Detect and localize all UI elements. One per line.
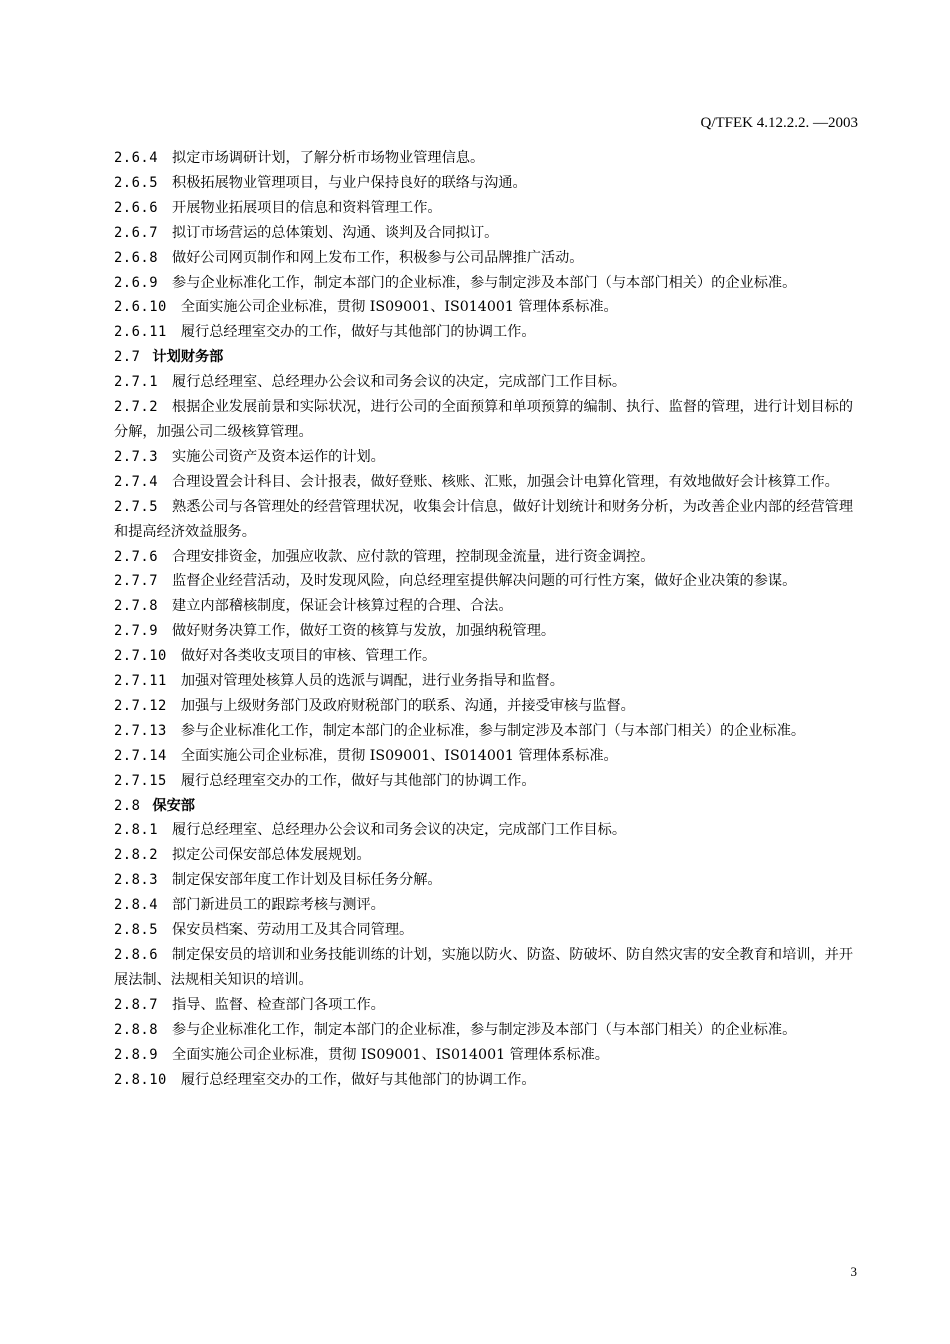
clause-item <box>114 769 859 794</box>
clause-number: 2.7.13 <box>114 722 167 739</box>
clause-text: 参与企业标准化工作，制定本部门的企业标准，参与制定涉及本部门（与本部门相关）的企业标准。 <box>172 1021 797 1038</box>
clause-text: 监督企业经营活动，及时发现风险，向总经理室提供解决问题的可行性方案，做好企业决策的参谋。 <box>172 573 797 590</box>
clause-number: 2.7.9 <box>114 623 159 640</box>
clause-item <box>114 893 859 918</box>
clause-number: 2.7.5 <box>114 498 159 515</box>
clause-item <box>114 196 859 221</box>
section-title: 保安部 <box>152 797 195 814</box>
clause-text: 拟定市场调研计划，了解分析市场物业管理信息。 <box>172 150 485 166</box>
clause-number: 2.7.10 <box>114 648 167 665</box>
clause-item <box>114 295 859 320</box>
clause-number: 2.6.5 <box>114 174 159 191</box>
clause-item <box>114 569 859 594</box>
clause-number: 2.6.7 <box>114 224 159 241</box>
clause-number: 2.8 <box>114 797 141 814</box>
clause-item <box>114 1018 859 1043</box>
clause-item <box>114 246 859 271</box>
clause-text: 全面实施公司企业标准，贯彻 IS09001、IS014001 管理体系标准。 <box>180 299 618 316</box>
clause-number: 2.7.15 <box>114 772 167 789</box>
clause-number: 2.6.11 <box>114 324 167 341</box>
clause-text: 加强对管理处核算人员的选派与调配，进行业务指导和监督。 <box>180 673 564 690</box>
clause-item <box>114 744 859 769</box>
clause-text: 实施公司资产及资本运作的计划。 <box>172 448 385 465</box>
clause-item <box>114 694 859 719</box>
clause-item <box>114 370 859 395</box>
clause-text: 履行总经理室交办的工作，做好与其他部门的协调工作。 <box>180 772 536 789</box>
clause-item <box>114 1043 859 1068</box>
clause-number: 2.6.9 <box>114 274 159 291</box>
section-title: 计划财务部 <box>152 349 224 366</box>
clause-item <box>114 395 859 445</box>
clause-number: 2.6.6 <box>114 199 159 216</box>
clause-item <box>114 943 859 993</box>
clause-number: 2.7.6 <box>114 548 159 565</box>
clause-item <box>114 146 859 171</box>
clause-item <box>114 669 859 694</box>
clause-text: 积极拓展物业管理项目，与业户保持良好的联络与沟通。 <box>172 174 527 191</box>
clause-item <box>114 619 859 644</box>
clause-item <box>114 993 859 1018</box>
clause-number: 2.7 <box>114 349 141 366</box>
clause-text: 建立内部稽核制度，保证会计核算过程的合理、合法。 <box>172 598 513 615</box>
clause-item <box>114 868 859 893</box>
clause-number: 2.8.6 <box>114 947 159 963</box>
clause-number: 2.8.3 <box>114 872 159 889</box>
clause-number: 2.8.5 <box>114 922 159 939</box>
clause-number: 2.8.7 <box>114 996 159 1013</box>
clause-number: 2.8.8 <box>114 1021 159 1038</box>
clause-item <box>114 495 859 545</box>
clause-text: 根据企业发展前景和实际状况，进行公司的全面预算和单项预算的编制、执行、监督的管理，进行计划目标的分解，加强公司二级核算管理。 <box>114 399 854 440</box>
clause-text: 全面实施公司企业标准，贯彻 IS09001、IS014001 管理体系标准。 <box>172 1046 609 1063</box>
clause-text: 制定保安部年度工作计划及目标任务分解。 <box>172 872 442 889</box>
clause-text: 合理安排资金，加强应收款、应付款的管理，控制现金流量，进行资金调控。 <box>172 548 655 565</box>
clause-item <box>114 644 859 669</box>
document-body <box>114 146 859 1092</box>
document-code-header: Q/TFEK 4.12.2.2. —2003 <box>700 115 858 131</box>
clause-number: 2.7.8 <box>114 598 159 615</box>
clause-text: 做好公司网页制作和网上发布工作，积极参与公司品牌推广活动。 <box>172 249 584 266</box>
clause-number: 2.8.4 <box>114 897 159 914</box>
clause-number: 2.7.2 <box>114 399 159 416</box>
clause-text: 参与企业标准化工作，制定本部门的企业标准，参与制定涉及本部门（与本部门相关）的企业标准。 <box>180 722 806 739</box>
clause-number: 2.7.4 <box>114 473 159 490</box>
clause-text: 部门新进员工的跟踪考核与测评。 <box>172 897 385 914</box>
clause-number: 2.8.9 <box>114 1046 159 1063</box>
clause-item <box>114 1068 859 1093</box>
clause-item <box>114 594 859 619</box>
clause-number: 2.7.7 <box>114 573 159 590</box>
clause-number: 2.6.10 <box>114 299 167 316</box>
clause-text: 履行总经理室、总经理办公会议和司务会议的决定，完成部门工作目标。 <box>172 374 627 391</box>
clause-text: 拟订市场营运的总体策划、沟通、谈判及合同拟订。 <box>172 224 499 241</box>
clause-item <box>114 271 859 296</box>
clause-text: 履行总经理室交办的工作，做好与其他部门的协调工作。 <box>180 1071 536 1088</box>
section-heading <box>114 794 859 819</box>
clause-number: 2.8.10 <box>114 1071 167 1088</box>
clause-item <box>114 918 859 943</box>
clause-text: 履行总经理室、总经理办公会议和司务会议的决定，完成部门工作目标。 <box>172 822 627 839</box>
clause-item <box>114 719 859 744</box>
page-number: 3 <box>850 1264 857 1279</box>
clause-item <box>114 445 859 470</box>
clause-number: 2.7.14 <box>114 747 167 764</box>
clause-item <box>114 545 859 570</box>
clause-text: 履行总经理室交办的工作，做好与其他部门的协调工作。 <box>180 324 536 341</box>
clause-text: 保安员档案、劳动用工及其合同管理。 <box>172 922 414 939</box>
clause-text: 参与企业标准化工作，制定本部门的企业标准，参与制定涉及本部门（与本部门相关）的企业标准。 <box>172 274 797 291</box>
clause-number: 2.7.1 <box>114 374 159 391</box>
clause-number: 2.7.11 <box>114 673 167 690</box>
clause-number: 2.8.1 <box>114 822 159 839</box>
clause-text: 开展物业拓展项目的信息和资料管理工作。 <box>172 199 442 216</box>
clause-text: 加强与上级财务部门及政府财税部门的联系、沟通，并接受审核与监督。 <box>180 697 635 714</box>
clause-number: 2.6.4 <box>114 150 159 166</box>
section-heading <box>114 345 859 370</box>
clause-item <box>114 320 859 345</box>
clause-text: 指导、监督、检查部门各项工作。 <box>172 996 385 1013</box>
clause-text: 拟定公司保安部总体发展规划。 <box>172 847 371 864</box>
clause-item <box>114 843 859 868</box>
clause-text: 制定保安员的培训和业务技能训练的计划，实施以防火、防盗、防破坏、防自然灾害的安全教育和培训，并开展法制、法规相关知识的培训。 <box>114 947 854 988</box>
clause-item <box>114 470 859 495</box>
clause-text: 做好对各类收支项目的审核、管理工作。 <box>180 648 437 665</box>
clause-number: 2.7.3 <box>114 448 159 465</box>
clause-number: 2.6.8 <box>114 249 159 266</box>
clause-text: 全面实施公司企业标准，贯彻 IS09001、IS014001 管理体系标准。 <box>180 747 618 764</box>
clause-item <box>114 171 859 196</box>
clause-text: 合理设置会计科目、会计报表，做好登账、核账、汇账，加强会计电算化管理，有效地做好会计核算工作。 <box>172 473 839 490</box>
clause-text: 熟悉公司与各管理处的经营管理状况，收集会计信息，做好计划统计和财务分析，为改善企业内部的经营管理和提高经济效益服务。 <box>114 498 854 540</box>
clause-item <box>114 221 859 246</box>
clause-item <box>114 818 859 843</box>
clause-text: 做好财务决算工作，做好工资的核算与发放，加强纳税管理。 <box>172 623 556 640</box>
clause-number: 2.8.2 <box>114 847 159 864</box>
clause-number: 2.7.12 <box>114 697 167 714</box>
